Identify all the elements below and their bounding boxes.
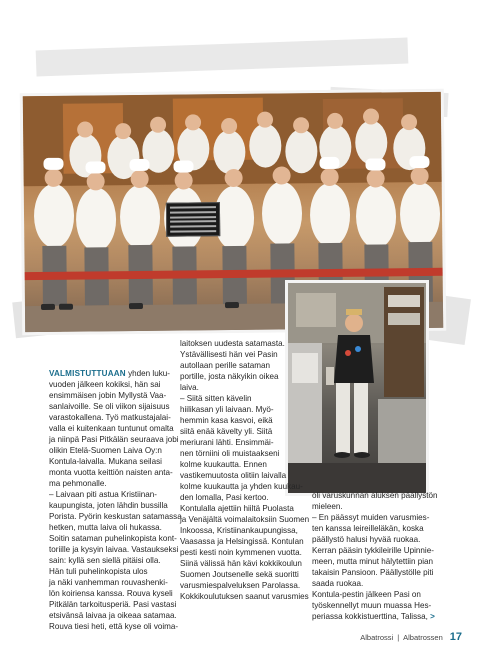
column-line: ma pehmonalle. <box>49 479 107 488</box>
column-line: den lomalla, Pasi kertoo. <box>180 493 269 502</box>
column-line: ja Venäjältä voimalaitoksiin Suomen <box>180 515 310 524</box>
column-line: – Laivaan piti astua Kristiinan- <box>49 490 157 499</box>
column-line: portille, josta näkyikin oikea <box>180 372 279 381</box>
class-name-slate <box>166 202 220 237</box>
column-line: saada ruokaa. <box>312 579 364 588</box>
column-line: nen törniini oli muistaakseni <box>180 449 280 458</box>
continue-arrow-icon: > <box>430 612 435 621</box>
column-line: Inkoossa, Kristiinankaupungissa, <box>180 526 298 535</box>
column-line: Suomen Joutsenelle sekä suoritti <box>180 570 299 579</box>
column-line: sain: kyllä sen siellä pitäisi olla. <box>49 556 161 565</box>
column-line: laitoksen uudesta satamasta. <box>180 339 285 348</box>
lead-in-word: VALMISTUTTUAAN <box>49 369 126 378</box>
column-line: kolme kuukautta ja yhden kuukau- <box>180 482 303 491</box>
column-line: Soitin sataman puhelinkopista kont- <box>49 534 177 543</box>
column-line: meen, mutta minut hälytettiin pian <box>312 557 434 566</box>
column-line: olikin Etelä-Suomen Laiva Oy:n <box>49 446 162 455</box>
column-line: hetken, mutta laiva oli hukassa. <box>49 523 162 532</box>
column-line: laiva. <box>180 383 199 392</box>
column-line <box>49 368 182 379</box>
column-line: toriille ja kysyin laivaa. Vastaukseksi <box>49 545 179 554</box>
column-line: – En päässyt muiden varusmies- <box>312 513 430 522</box>
column-line: varusmiespalveluksen Parolassa. <box>180 581 301 590</box>
column-line: Kontula-laivalla. Mukana seilasi <box>49 457 162 466</box>
column-line: varastokallena. Työ matkustajalai- <box>49 413 171 422</box>
column-line: päällystö halusi hyvää ruokaa. <box>312 535 421 544</box>
article-column-3 <box>312 490 438 622</box>
column-line: Siinä välissä hän kävi kokkikoulun <box>180 559 302 568</box>
column-line: Kerran pääsin tykkileirille Upinnie- <box>312 546 434 555</box>
column-line: lön koiriensa kanssa. Rouva kyseli <box>49 589 173 598</box>
article-column-2 <box>180 338 309 602</box>
magazine-name: Albatrossi <box>360 632 394 642</box>
lead-line-rest: yhden luku- <box>125 369 170 378</box>
column-line: valla ei kuitenkaan tuntunut omalta <box>49 424 174 433</box>
column-line: hiilikasan yli laivaan. Myö- <box>180 405 274 414</box>
column-line: ja näki vanhemman rouvashenki- <box>49 578 168 587</box>
column-line: Vaasassa ja Helsingissä. Kontulan <box>180 537 304 546</box>
column-line: etsivänsä laivaa ja oikeaa satamaa. <box>49 611 177 620</box>
column-line: meriurani lähti. Ensimmäi- <box>180 438 274 447</box>
column-line: monta vuotta keittiön naisten anta- <box>49 468 173 477</box>
column-line: sanlaivoille. Se oli viikon sijaisuus <box>49 402 170 411</box>
paper-scrap <box>36 38 409 77</box>
column-line: vastikemuutosta olitiin laivalla <box>180 471 287 480</box>
column-line: Pitkälän tarkoitusperiä. Pasi vastasi <box>49 600 177 609</box>
column-line: pesti kesti noin kymmenen vuotta. <box>180 548 302 557</box>
page-number: 17 <box>449 631 462 643</box>
column-line: – Siitä sitten kävelin <box>180 394 252 403</box>
column-line: Kontula-pestin jälkeen Pasi on <box>312 590 421 599</box>
column-line: Kokkikoulutuksen saanut varusmies <box>180 592 309 601</box>
column-line: Hän tuli puhelinkopista ulos <box>49 567 148 576</box>
column-line: kaupungista, joten lähdin bussilla <box>49 501 168 510</box>
column-line: Poristа. Pyörin keskustan satamassa <box>49 512 182 521</box>
article-column-1 <box>49 368 182 632</box>
column-line <box>312 611 438 622</box>
column-line: vuoden jälkeen kokiksi, hän sai <box>49 380 161 389</box>
column-line: työskennellyt muun muassa Hes- <box>312 601 432 610</box>
column-line: Ystävällisesti hän vei Pasin <box>180 350 278 359</box>
magazine-name-swedish: Albatrossen <box>403 632 443 642</box>
column-line-text: periassa kokkistuerttina, Talissa, <box>312 612 428 621</box>
page-footer <box>360 631 462 643</box>
column-line: kolme kuukautta. Ennen <box>180 460 267 469</box>
column-line: autollaan perille sataman <box>180 361 270 370</box>
column-line: oli varuskunnan aluksen päällystön <box>312 491 438 500</box>
column-line: ensimmäisen jobin Myllystä Vaa- <box>49 391 167 400</box>
column-line: ten kanssa leireilleläkän, koska <box>312 524 424 533</box>
footer-separator: | <box>397 632 400 642</box>
column-line: Kontulalla ajettiin hiiltä Puolasta <box>180 504 294 513</box>
column-line: ja niinpä Pasi Pitkälän seuraava jobi <box>49 435 179 444</box>
column-line: hemmin kasa kasvoi, eikä <box>180 416 273 425</box>
column-line: Rouva tiesi heti, että kyse oli voima- <box>49 622 179 631</box>
column-line: takaisin Pansioon. Päällystölle piti <box>312 568 434 577</box>
column-line: mieleen. <box>312 502 343 511</box>
column-line: siitä enää kävelty yli. Siitä <box>180 427 273 436</box>
